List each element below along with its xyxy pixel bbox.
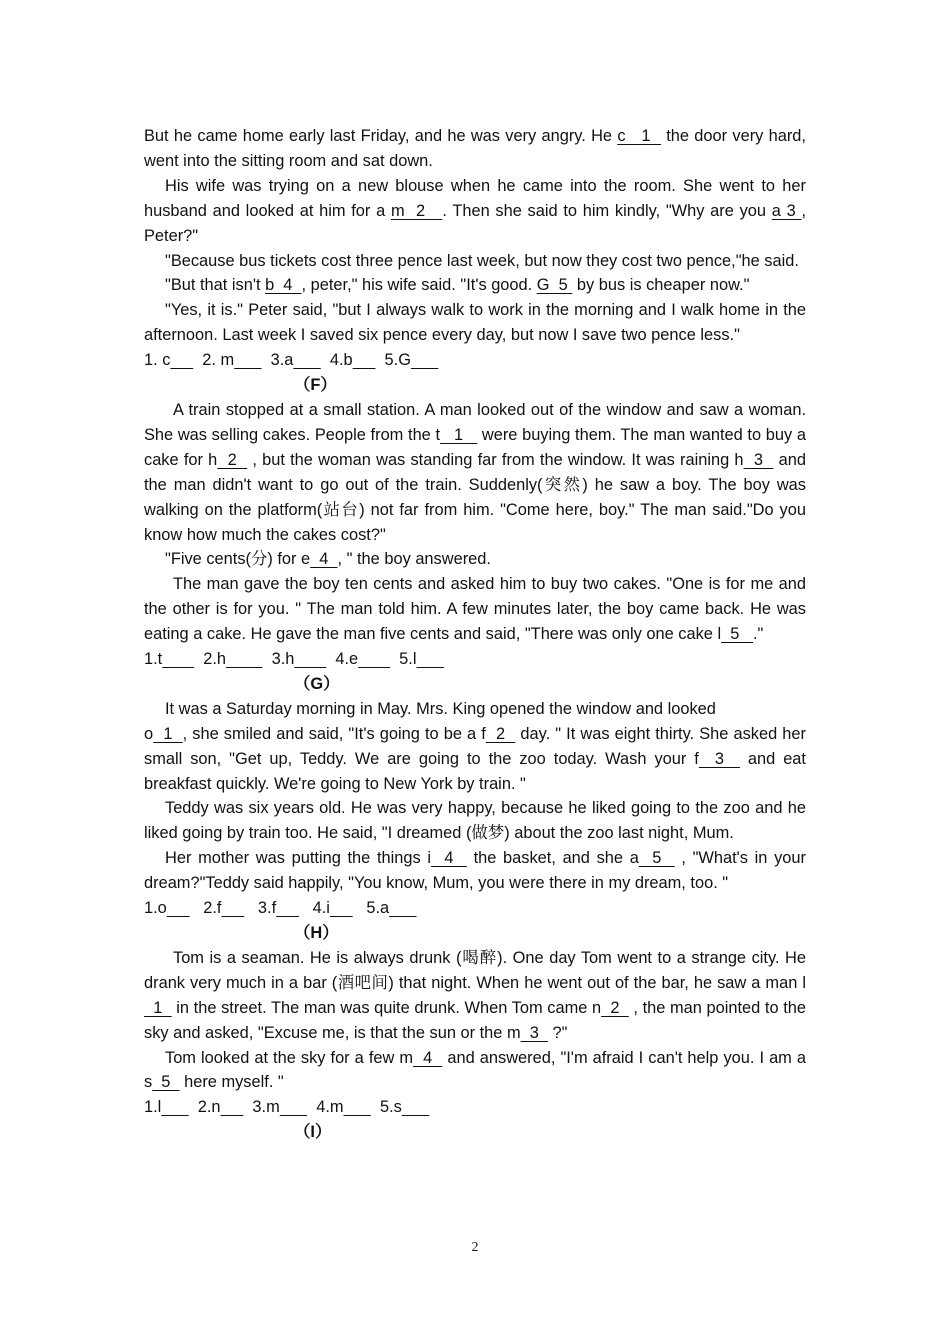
blank-1: 1 (153, 724, 183, 743)
answer-blank (389, 899, 416, 917)
answer-line (144, 647, 806, 672)
paragraph (144, 547, 806, 572)
text: here myself. " (179, 1073, 284, 1092)
text: , but the woman was standing far from the window. It was raining h (247, 450, 744, 469)
answer-label: 2.f (189, 899, 222, 918)
paragraph (144, 398, 806, 547)
answer-blank (162, 650, 194, 668)
answer-blank (167, 899, 190, 917)
answer-label: 1. c (144, 351, 171, 370)
paragraph (144, 846, 806, 896)
text: It was a Saturday morning in May. Mrs. King opened the window and looked (165, 699, 716, 718)
answer-blank (402, 1098, 429, 1116)
text: "But that isn't (165, 276, 266, 295)
answer-label: 3.a (261, 351, 294, 370)
paragraph (144, 946, 806, 1046)
answer-blank (330, 899, 353, 917)
answer-label: 3.h (262, 650, 295, 669)
blank-4: b 4 (265, 276, 302, 295)
blank-3: 3 (698, 749, 740, 768)
answer-line (144, 1095, 806, 1120)
section-heading: （G） (294, 674, 340, 693)
answer-blank (226, 650, 262, 668)
blank-3: 3 (743, 450, 774, 469)
text: the basket, and she a (466, 849, 639, 868)
answer-blank (293, 351, 320, 369)
blank-1: 1 (144, 998, 172, 1017)
answer-blank (221, 1098, 244, 1116)
text: "Because bus tickets cost three pence last week, but now they cost two pence,"he said. (165, 251, 799, 270)
paragraph (144, 1046, 806, 1096)
blank-2: m 2 (390, 201, 443, 220)
answer-blank (280, 1098, 307, 1116)
answer-blank (344, 1098, 371, 1116)
blank-2: 2 (217, 450, 248, 469)
answer-blank (161, 1098, 188, 1116)
answer-blank (234, 351, 261, 369)
text: A train stopped at a small station. A man looked out of the window and saw a woman. She was selling cakes. People from the t (144, 400, 806, 444)
text: The man gave the boy ten cents and asked him to buy two cakes. "One is for me and the other is for you. " The man told him. A few minutes later, the boy came back. He was eating a cake. He gave the man five cents and said, "There was only one cake l (144, 575, 806, 644)
answer-blank (294, 650, 326, 668)
text: and eat breakfast quickly. We're going to New York by train. " (144, 749, 806, 793)
text: His wife was trying on a new blouse when he came into the room. She went to her husband and looked at him for a (144, 176, 806, 220)
answer-label: 2. m (193, 351, 235, 370)
text: , the man pointed to the sky and asked, "Excuse me, is that the sun or the m (144, 998, 806, 1042)
page-number: 2 (471, 1240, 479, 1255)
paragraph (144, 249, 806, 274)
blank-5: G 5 (536, 276, 573, 295)
text: by bus is cheaper now." (572, 276, 750, 295)
blank-4: 4 (431, 849, 467, 868)
blank-5: 5 (721, 625, 753, 644)
section-heading: （F） (294, 376, 337, 395)
text: Teddy was six years old. He was very happy, because he liked going to the zoo and he liked going by train too. He said, "I dreamed (做梦) about the zoo last night, Mum. (144, 799, 806, 843)
text: the door very hard, went into the sitting room and sat down. (144, 127, 806, 170)
paragraph (144, 273, 806, 298)
blank-5: 5 (152, 1073, 180, 1092)
text: and answered, "I'm afraid I can't help you. I am a s (144, 1048, 806, 1092)
text: "Yes, it is." Peter said, "but I always walk to work in the morning and I walk home in the afternoon. Last week I saved six pence every day, but now I save two pence less." (144, 301, 806, 345)
answer-label: 1.o (144, 899, 167, 918)
text: in the street. The man was quite drunk. When Tom came n (171, 998, 602, 1017)
answer-blank (358, 650, 390, 668)
text: Tom is a seaman. He is always drunk (喝醉). One day Tom went to a strange city. He drank very much in a bar (酒吧间) that night. When he went out of the bar, he saw a man l (144, 948, 806, 992)
text: But he came home early last Friday, and he was very angry. He (144, 127, 618, 145)
blank-1: 1 (440, 425, 478, 444)
answer-label: 5.G (375, 351, 411, 370)
blank-1: c 1 (617, 127, 661, 145)
blank-3: 3 (520, 1023, 548, 1042)
text: , Peter?" (144, 201, 806, 245)
text: , peter," his wife said. "It's good. (301, 276, 537, 295)
text: , she smiled and said, "It's going to be a f (182, 724, 486, 743)
paragraph (144, 796, 806, 846)
paragraph (144, 174, 806, 249)
answer-blank (353, 351, 376, 369)
blank-2: 2 (601, 998, 629, 1017)
blank-3: a 3 (771, 201, 802, 220)
answer-label: 4.m (307, 1098, 344, 1117)
answer-label: 3.m (243, 1098, 280, 1117)
text: ." (752, 625, 764, 644)
text: and the man didn't want to go out of the train. Suddenly(突然) he saw a boy. The boy was walking on the platform(站台) not far from him. "Come here, boy." The man said."Do you know how much the cakes cost?" (144, 450, 806, 544)
blank-4: 4 (310, 550, 338, 569)
paragraph (144, 124, 806, 174)
section-heading: （I） (294, 1123, 332, 1142)
answer-line (144, 896, 806, 921)
answer-blank (411, 351, 438, 369)
answer-line (144, 348, 806, 373)
text: Her mother was putting the things i (165, 849, 432, 868)
answer-blank (221, 899, 244, 917)
answer-label: 5.a (352, 899, 390, 918)
answer-label: 1.t (144, 650, 163, 669)
section-heading: （H） (294, 924, 339, 942)
answer-label: 5.s (370, 1098, 402, 1117)
answer-label: 2.h (194, 650, 227, 669)
text: ?" (547, 1023, 568, 1042)
text: were buying them. The man wanted to buy a cake for h (144, 425, 806, 469)
paragraph (144, 572, 806, 647)
answer-blank (416, 650, 443, 668)
text: Tom looked at the sky for a few m (165, 1048, 414, 1067)
text: . Then she said to him kindly, "Why are you (442, 201, 772, 220)
paragraph (144, 697, 806, 722)
paragraph (144, 722, 806, 797)
text: , " the boy answered. (337, 550, 491, 569)
answer-label: 5.l (390, 650, 417, 669)
text: , "What's in your dream?"Teddy said happily, "You know, Mum, you were there in my dream, too. " (144, 849, 806, 893)
answer-blank (276, 899, 299, 917)
answer-label: 4.b (320, 351, 353, 370)
answer-label: 2.n (188, 1098, 221, 1117)
blank-2: 2 (485, 724, 516, 743)
answer-label: 4.i (298, 899, 330, 918)
text: day. " It was eight thirty. She asked her small son, "Get up, Teddy. We are going to the zoo today. Wash your f (144, 724, 806, 768)
answer-blank (170, 351, 193, 369)
text: o (144, 724, 154, 743)
answer-label: 3.f (244, 899, 277, 918)
answer-label: 4.e (326, 650, 359, 669)
answer-label: 1.l (144, 1098, 162, 1117)
blank-5: 5 (638, 849, 675, 868)
blank-4: 4 (413, 1048, 443, 1067)
document-body (144, 124, 806, 1145)
text: "Five cents(分) for e (165, 550, 311, 569)
paragraph (144, 298, 806, 348)
